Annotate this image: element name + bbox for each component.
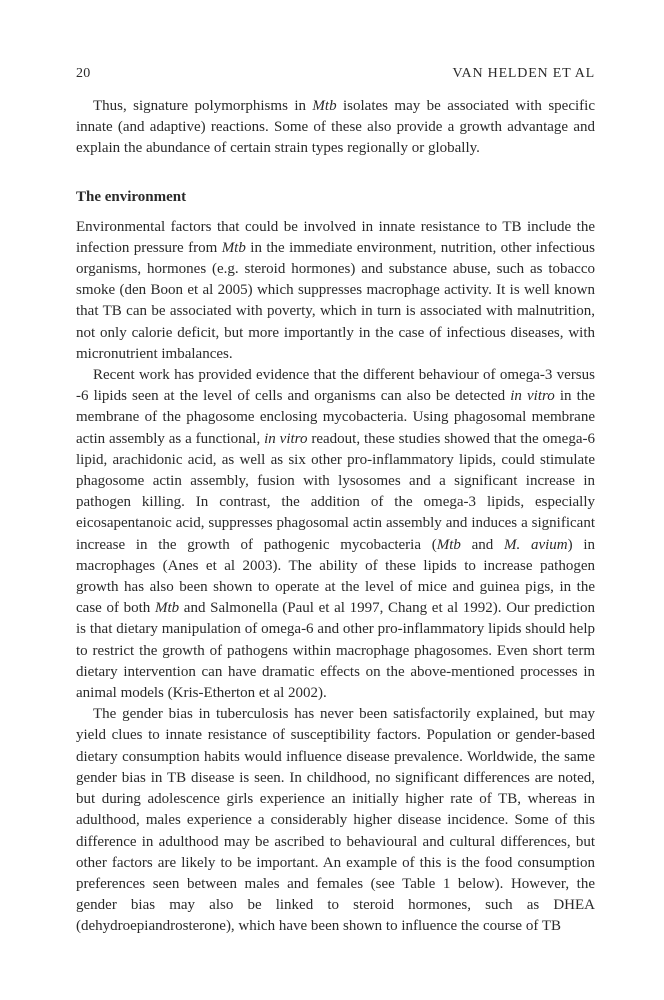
italic-mtb: Mtb: [154, 600, 180, 617]
italic-m-avium: M. avium: [503, 536, 568, 553]
italic-in-vitro: in vitro: [510, 388, 555, 405]
paragraph-lipids: Recent work has provided evidence that the different behaviour of omega-3 versus -6 lipids seen at the level of cells and organisms can also be detected in vitro in the membrane of the phagosome enclosing mycobacteria. Using phagosomal membrane actin assembly as a functional, in vitro readout, these studies showed that the omega-6 lipid, arachidonic acid, as well as six other pro-inflammatory lipids, could stimulate phagosome actin assembly, fusion with lysosomes and a significant increase in pathogen killing. In contrast, the addition of the omega-3 lipids, especially eicosapentanoic acid, suppresses phagosomal actin assembly and induces a significant increase in the growth of pathogenic mycobacteria (Mtb and M. avium) in macrophages (Anes et al 2003). The ability of these lipids to increase pathogen growth has also been shown to operate at the level of mice and guinea pigs, in the case of both Mtb and Salmonella (Paul et al 1997, Chang et al 1992). Our prediction is that dietary manipulation of omega-6 and other pro-inflammatory lipids should help to restrict the growth of pathogens within macrophage phagosomes. Even short term dietary intervention can have dramatic effects on the above-mentioned processes in animal models (Kris-Etherton et al 2002).: [76, 367, 595, 702]
page-body: [76, 66, 595, 938]
italic-mtb: Mtb: [221, 239, 246, 256]
italic-mtb: Mtb: [312, 98, 337, 114]
italic-mtb: Mtb: [436, 536, 461, 553]
running-header: [76, 66, 595, 82]
italic-in-vitro: in vitro: [264, 430, 308, 447]
section-heading: The environment: [76, 188, 187, 205]
paragraph-intro: Thus, signature polymorphisms in Mtb isolates may be associated with specific innate (and adaptive) reactions. Some of these also provide a growth advantage and explain the abundance of certain strain types regionally or globally.: [76, 98, 595, 157]
paragraph-gender-bias: The gender bias in tuberculosis has never been satisfactorily explained, but may yield clues to innate resistance of susceptibility factors. Population or gender-based dietary consumption habits would influence disease prevalence. Worldwide, the same gender bias in TB disease is seen. In childhood, no significant differences are noted, but during adolescence girls experience an initially higher rate of TB, whereas in adulthood, males experience a considerably higher disease incidence. Some of this difference in adulthood may be ascribed to behavioural and cultural differences, but other factors are likely to be important. An example of this is the food consumption preferences seen between males and females (see Table 1 below). However, the gender bias may also be linked to steroid hormones, such as DHEA (dehydroepiandrosterone), which have been shown to influence the course of TB: [76, 706, 595, 935]
page-number: 20: [76, 66, 91, 81]
paragraph-environment: Environmental factors that could be involved in innate resistance to TB include the infection pressure from Mtb in the immediate environment, nutrition, other infectious organisms, hormones (e.g. steroid hormones) and substance abuse, such as tobacco smoke (den Boon et al 2005) which suppresses macrophage activity. It is well known that TB can be associated with poverty, which in turn is associated with malnutrition, not only calorie deficit, but more importantly in the case of infectious diseases, with micronutrient imbalances.: [76, 218, 595, 362]
running-title: VAN HELDEN ET AL: [452, 66, 595, 81]
